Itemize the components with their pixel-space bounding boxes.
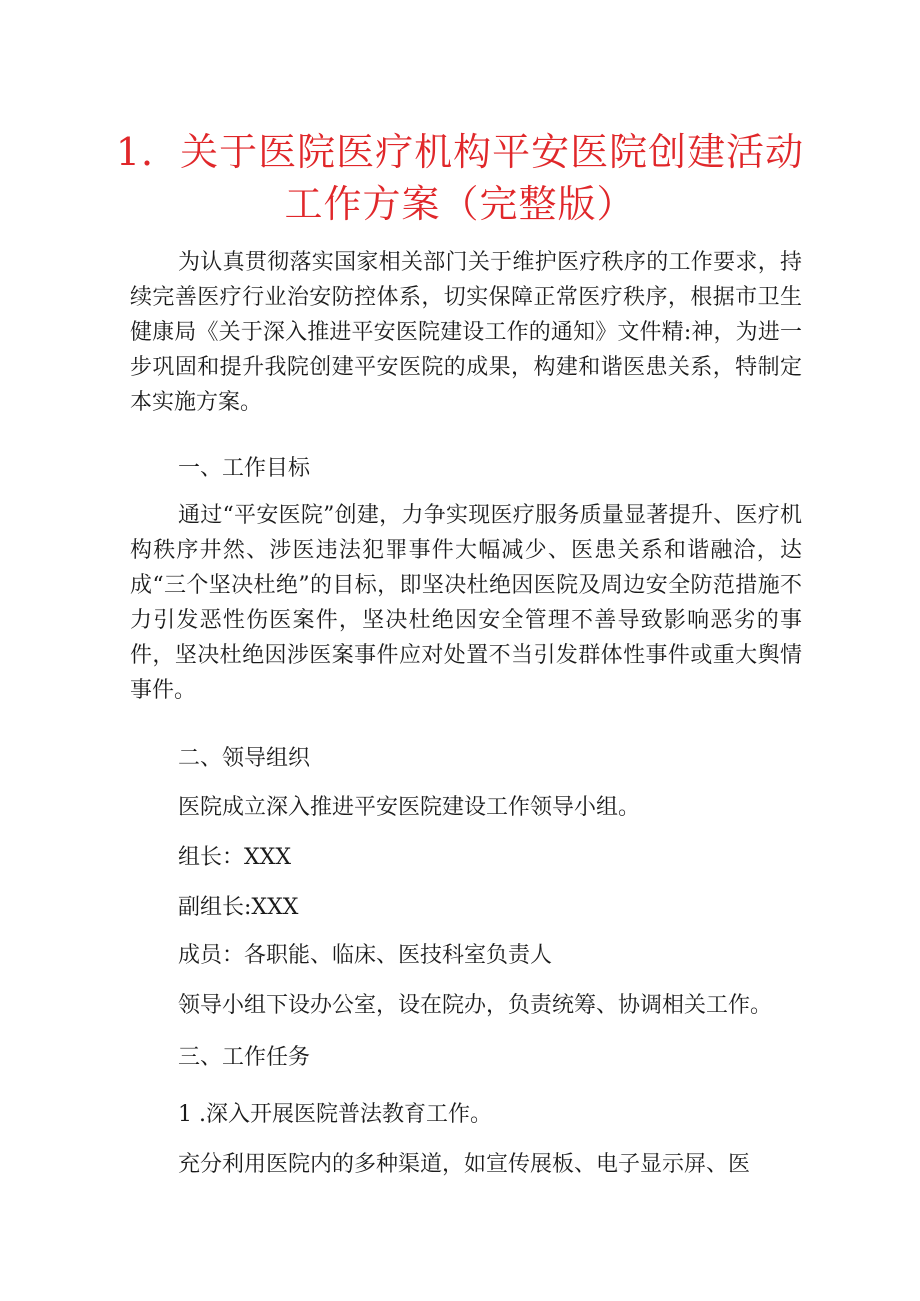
section-1-heading: 一、工作目标 [178,456,311,481]
section-2-heading: 二、领导组织 [178,746,311,771]
document-title-line-1: 1．关于医院医疗机构平安医院创建活动 [115,130,805,174]
intro-paragraph: 为认真贯彻落实国家相关部门关于维护医疗秩序的工作要求，持续完善医疗行业治安防控体系，切实保障正常医疗秩序，根据市卫生健康局《关于深入推进平安医院建设工作的通知》文件精:神，为进一步巩固和提升我院创建平安医院的成果，构建和谐医患关系，特制定本实施方案。 [130,250,802,415]
deputy-leader: 副组长:XXX [178,895,299,920]
section-2-intro: 医院成立深入推进平安医院建设工作领导小组。 [178,795,641,820]
group-leader: 组长：XXX [178,845,291,870]
section-3-heading: 三、工作任务 [178,1045,311,1070]
members: 成员：各职能、临床、医技科室负责人 [178,943,553,968]
section-3-item-1: 1 .深入开展医院普法教育工作。 [178,1102,492,1127]
section-3-paragraph: 充分利用医院内的多种渠道，如宣传展板、电子显示屏、医 [178,1152,751,1177]
section-1-paragraph: 通过“平安医院”创建，力争实现医疗服务质量显著提升、医疗机构秩序井然、涉医违法犯罪事件大幅减少、医患关系和谐融洽，达成“三个坚决杜绝”的目标，即坚决杜绝因医院及周边安全防范措施不力引发恶性伤医案件，坚决杜绝因安全管理不善导致影响恶劣的事件，坚决杜绝因涉医案事件应对处置不当引发群体性事件或重大舆情事件。 [130,503,802,703]
office-note: 领导小组下设办公室，设在院办，负责统筹、协调相关工作。 [178,993,773,1018]
document-title-line-2: 工作方案（完整版） [284,182,636,226]
